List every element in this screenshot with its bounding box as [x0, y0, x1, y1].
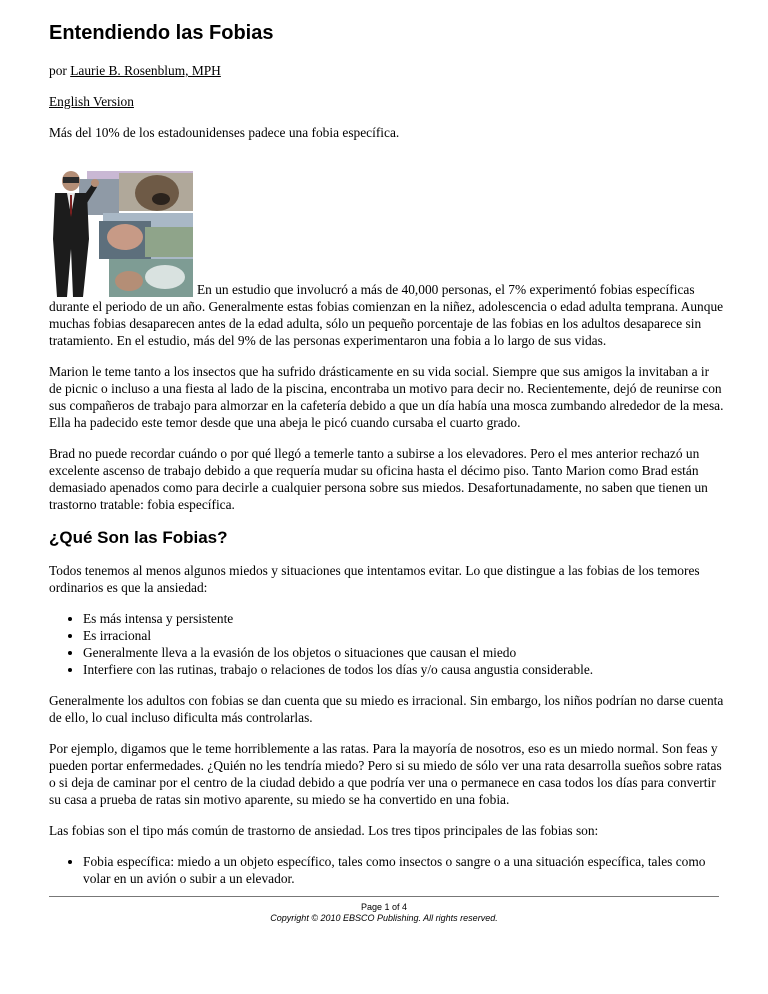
section-heading: ¿Qué Son las Fobias?: [49, 528, 228, 547]
page-footer: [49, 896, 719, 924]
study-paragraph: En un estudio que involucró a más de 40,000 personas, el 7% experimentó fobias específicas durante el periodo de un año. Generalmente estas fobias comienzan en la niñez, adolescencia o edad adulta temprana. Aunque muchas fobias desaparecen antes de la edad adulta, sólo un pequeño porcentaje de las fobias en los adultos desaparece sin tratamiento. En el estudio, más del 9% de las personas experimentaron una fobia a lo largo de sus vidas.: [49, 282, 724, 348]
author-link[interactable]: Laurie B. Rosenblum, MPH: [70, 63, 221, 78]
intro-paragraph: Más del 10% de los estadounidenses padece una fobia específica.: [49, 125, 400, 140]
section-intro-paragraph: Todos tenemos al menos algunos miedos y situaciones que intentamos evitar. Lo que distingue a las fobias de los temores ordinarios es que la ansiedad:: [49, 563, 700, 595]
list-item: • Generalmente lleva a la evasión de los objetos o situaciones que causan el miedo: [83, 644, 724, 661]
phobia-types-list: [49, 853, 724, 887]
collage-illustration: [49, 169, 195, 299]
types-intro-paragraph: Las fobias son el tipo más común de trastorno de ansiedad. Los tres tipos principales de las fobias son:: [49, 823, 599, 838]
brad-paragraph: Brad no puede recordar cuándo o por qué llegó a temerle tanto a subirse a los elevadores. Pero el mes anterior rechazó un excelente ascenso de trabajo debido a que requería mudar su oficina hasta el décimo piso. Tanto Marion como Brad están demasiado apenados como para decirle a cualquier persona sobre sus miedos. Desafortunadamente, no saben que tienen un trastorno tratable: fobia específica.: [49, 446, 708, 512]
list-item: • Interfiere con las rutinas, trabajo o relaciones de todos los días y/o causa angustia considerable.: [83, 661, 724, 678]
page-number: Page 1 of 4: [360, 902, 408, 912]
list-item: • Es más intensa y persistente: [83, 610, 724, 627]
marion-paragraph: Marion le teme tanto a los insectos que ha sufrido drásticamente en su vida social. Siempre que sus amigos la invitaban a ir de picnic o incluso a una fiesta al lado de la piscina, encontraba un motivo para decir no. Recientemente, dejó de reunirse con sus compañeros de trabajo para almorzar en la cafetería debido a que un día había una mosca zumbando alrededor de la mesa. Ella ha padecido este temor desde que una abeja le picó cuando cursaba el cuarto grado.: [49, 364, 724, 430]
anxiety-list: [49, 610, 724, 678]
byline: [49, 62, 724, 79]
english-version-paragraph: [49, 93, 724, 110]
adults-paragraph: Generalmente los adultos con fobias se dan cuenta que su miedo es irracional. Sin embargo, los niños podrían no darse cuenta de ello, lo cual incluso dificulta más controlarlas.: [49, 693, 724, 725]
list-item: • Fobia específica: miedo a un objeto específico, tales como insectos o sangre o a una situación específica, tales como volar en un avión o subir a un elevador.: [83, 853, 724, 887]
byline-prefix: por: [49, 63, 71, 78]
list-item: • Es irracional: [83, 627, 724, 644]
phobia-collage-image: [49, 169, 195, 299]
page-title: Entendiendo las Fobias: [49, 22, 274, 44]
copyright-notice: Copyright © 2010 EBSCO Publishing. All rights reserved.: [270, 913, 498, 923]
article-body: [49, 20, 724, 901]
study-block: [49, 166, 724, 349]
english-version-link[interactable]: English Version: [49, 94, 134, 109]
rats-paragraph: Por ejemplo, digamos que le teme horriblemente a las ratas. Para la mayoría de nosotros, eso es un miedo normal. Son feas y pueden portar enfermedades. ¿Quién no les tendría miedo? Pero si su miedo de sólo ver una rata desarrolla sueños sobre ratas o si deja de caminar por el centro de la ciudad debido a que podría ver una o permanece en casa todos los días para convertir su casa a prueba de ratas sin motivo aparente, su miedo se ha convertido en una fobia.: [49, 741, 722, 807]
